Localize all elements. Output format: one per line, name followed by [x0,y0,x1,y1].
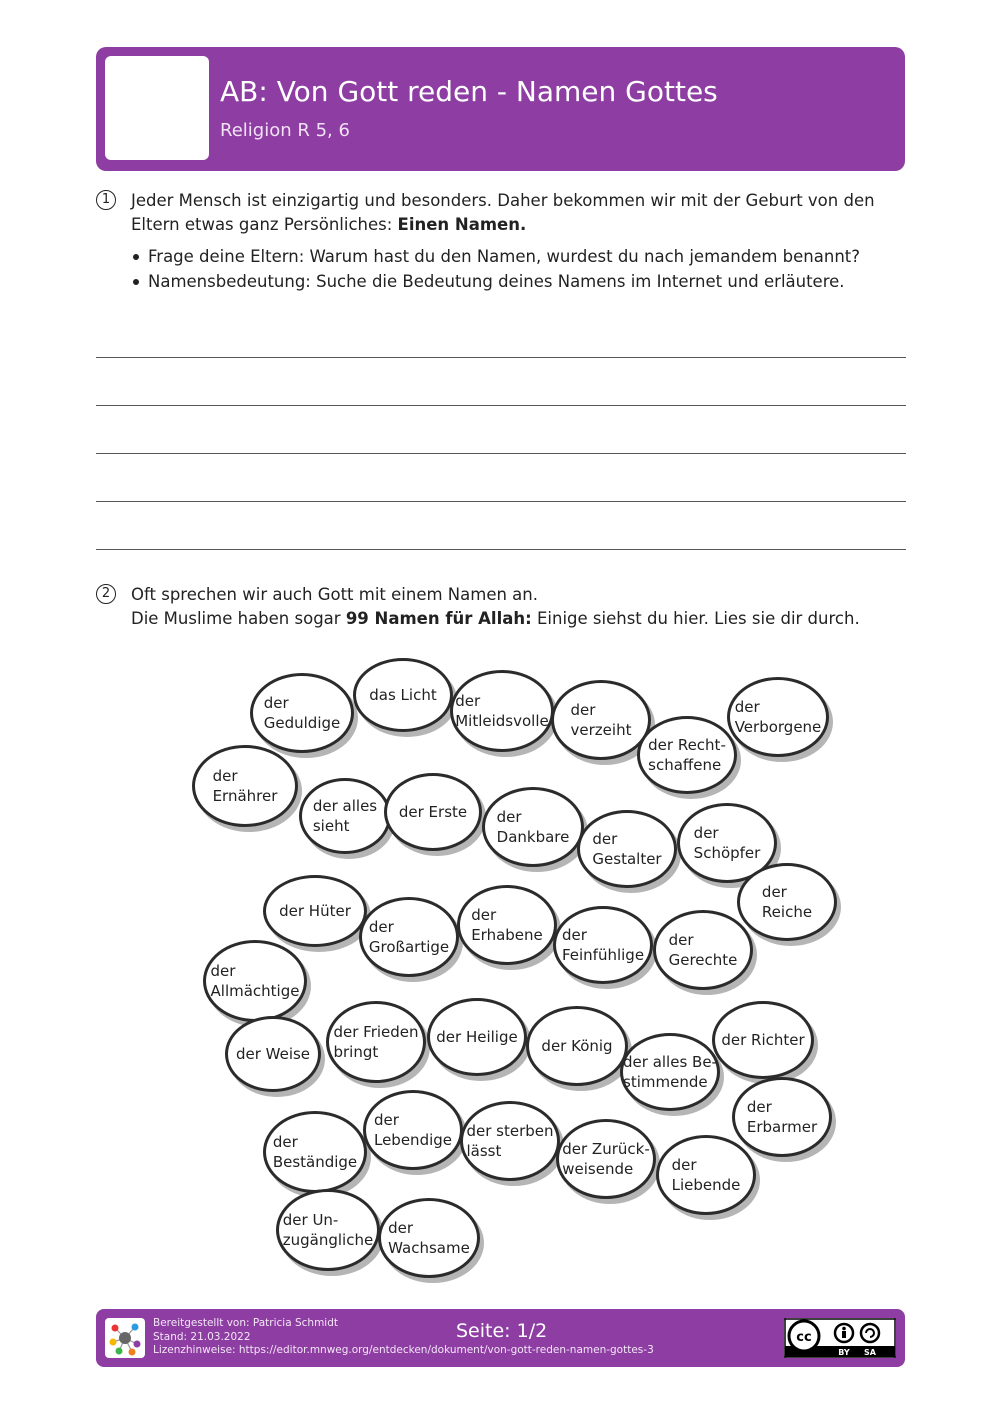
task-1-line-1: Jeder Mensch ist einzigartig und besonders. Daher bekommen wir mit der Geburt von den [131,191,875,210]
task-1-line-2-bold: Einen Namen. [397,215,527,234]
bullet-item: Frage deine Eltern: Warum hast du den Namen, wurdest du nach jemandem benannt? [131,244,860,269]
task-2-text [131,583,860,631]
writing-line[interactable] [96,405,906,406]
writing-line[interactable] [96,357,906,358]
name-bubble: der Verborgene [727,677,829,757]
footer-info [153,1317,654,1358]
name-bubble: der Gerechte [653,910,753,990]
name-bubble: der Feinfühlige [553,906,653,984]
name-bubble: der Heilige [427,998,527,1076]
name-bubble: der Mitleidsvolle [450,670,554,752]
page-title: AB: Von Gott reden - Namen Gottes [220,75,718,108]
cc-by-label: BY [838,1348,850,1357]
footer-bar [96,1309,905,1367]
name-bubble: der Un- zugängliche [276,1189,380,1271]
name-bubble: der Beständige [263,1111,367,1193]
footer-provided-by: Bereitgestellt von: Patricia Schmidt [153,1317,339,1329]
task-2-line-2-suffix: Einige siehst du hier. Lies sie dir durch. [531,609,860,628]
mnweg-logo-icon [105,1318,145,1358]
header-banner [96,47,905,171]
svg-text:cc: cc [796,1330,812,1345]
writing-line[interactable] [96,549,906,550]
name-bubble: der alles Be- stimmende [620,1033,720,1111]
name-bubble: der verzeiht [551,680,651,760]
name-bubble: der sterben lässt [460,1101,560,1181]
footer-license[interactable]: Lizenzhinweise: https://editor.mnweg.org/entdecken/dokument/von-gott-reden-namen-gottes-3 [153,1344,654,1356]
task-2-number: 2 [96,584,116,604]
name-bubble: der Lebendige [363,1090,463,1170]
name-bubble: der Richter [712,1001,814,1079]
name-bubble: der Geduldige [250,673,354,753]
name-bubble: der Gestalter [577,810,677,888]
task-1-bullets [131,244,860,294]
name-bubble: der Wachsame [378,1198,480,1278]
name-bubble: der Hüter [263,875,367,947]
name-bubble: der Dankbare [482,787,584,867]
task-1-text [131,189,875,237]
page-number: Seite: 1/2 [456,1320,548,1342]
writing-line[interactable] [96,501,906,502]
name-bubble: der Zurück- weisende [556,1119,656,1199]
task-1-number: 1 [96,190,116,210]
cc-by-sa-license-icon[interactable] [784,1318,896,1358]
name-bubble: der alles sieht [299,778,391,854]
task-1-line-2-prefix: Eltern etwas ganz Persönliches: [131,215,398,234]
name-bubble: der Reiche [737,863,837,941]
page-subtitle: Religion R 5, 6 [220,120,350,141]
name-bubble: der Liebende [656,1135,756,1215]
task-1-line-2 [131,213,875,237]
name-bubble: der Frieden bringt [326,1001,426,1083]
task-2-line-2-bold: 99 Namen für Allah: [345,609,532,628]
task-2-line-2 [131,607,860,631]
name-bubble: der Erste [384,773,482,851]
cc-sa-label: SA [864,1348,876,1357]
name-bubble: der Recht- schaffene [637,716,737,794]
writing-line[interactable] [96,453,906,454]
footer-date: Stand: 21.03.2022 [153,1330,251,1343]
logo-placeholder [105,56,209,160]
task-2-line-2-prefix: Die Muslime haben sogar [131,609,346,628]
name-bubble: das Licht [353,658,453,732]
name-bubble: der Allmächtige [203,940,307,1022]
name-bubble: der Ernährer [192,745,298,827]
task-2-line-1: Oft sprechen wir auch Gott mit einem Namen an. [131,585,538,604]
name-bubble: der Weise [225,1016,321,1092]
name-bubble: der König [526,1006,628,1086]
bullet-item: Namensbedeutung: Suche die Bedeutung deines Namens im Internet und erläutere. [131,269,860,294]
name-bubble: der Schöpfer [677,803,777,883]
name-bubble: der Erhabene [457,885,557,965]
name-bubble: der Großartige [359,897,459,977]
name-bubble: der Erbarmer [732,1077,832,1157]
